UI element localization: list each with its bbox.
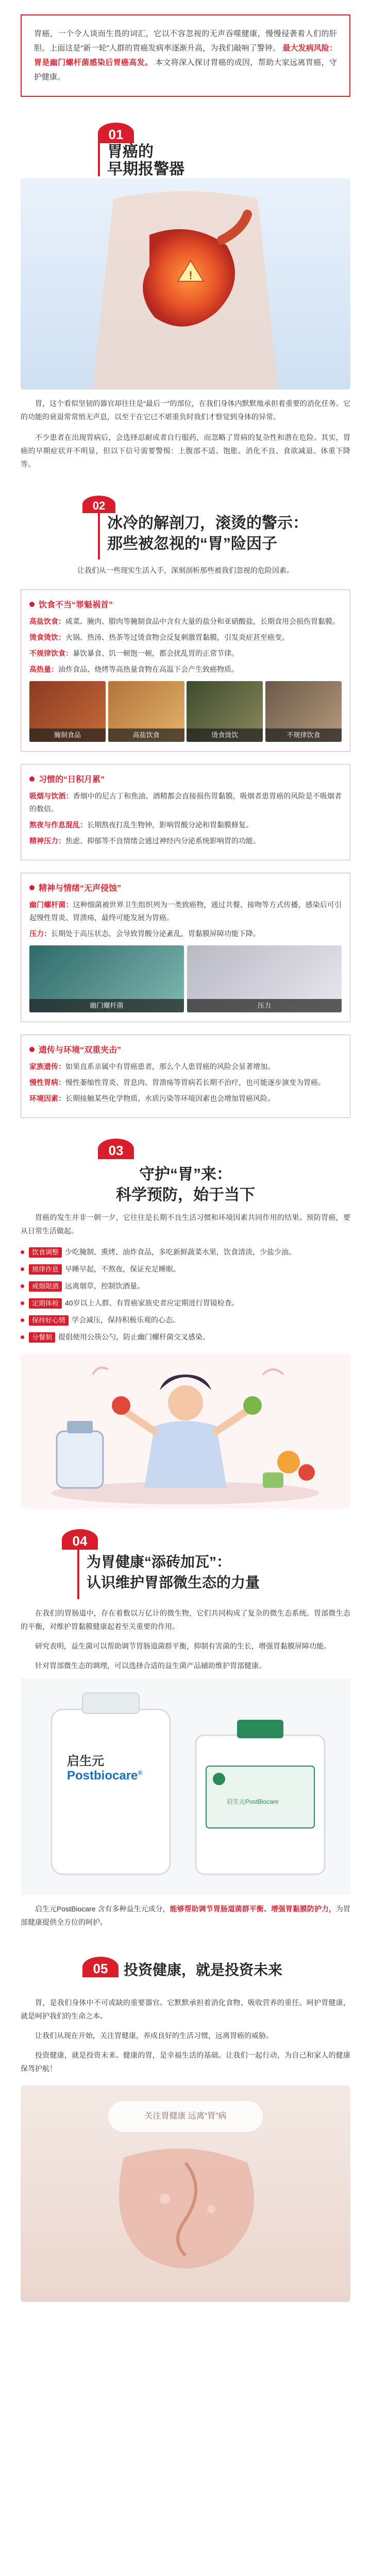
- card-paragraph: [29, 1092, 342, 1105]
- section-1-header: [21, 116, 350, 178]
- intro-box: [21, 14, 350, 97]
- section-title-line2: 认识维护胃部微生态的力量: [87, 1574, 260, 1590]
- section-title-line1: 守护“胃”来：: [139, 1166, 232, 1183]
- image-caption: 压力: [187, 999, 342, 1012]
- section-title-line2: 早期报警器: [107, 161, 184, 178]
- card-paragraph: [29, 1076, 342, 1089]
- image-tile: [108, 681, 184, 742]
- product-bottle-icon: [21, 1679, 350, 1895]
- section-4-paragraph: 研究表明，益生菌可以帮助调节胃肠道菌群平衡，抑制有害菌的生长，增强胃黏膜屏障功能。: [35, 1642, 331, 1650]
- section-4-paragraph: 针对胃部微生态的调理，可以选择合适的益生菌产品辅助维护胃部健康。: [35, 1662, 266, 1670]
- keyword: 环境因素：: [29, 1094, 65, 1103]
- keyword: 家族遗传：: [29, 1062, 65, 1071]
- section-title: [21, 1164, 350, 1206]
- image-caption: 高盐饮食: [108, 728, 184, 742]
- tip-item: [21, 1263, 350, 1276]
- tip-text: 提倡使用公筷公勺，防止幽门螺杆菌交叉感染。: [58, 1333, 210, 1341]
- section-number: 01: [98, 123, 134, 143]
- keyword: 烫食烫饮：: [29, 633, 65, 641]
- card-title-text: 精神与情绪“无声侵蚀”: [39, 884, 122, 893]
- card-title-text: 饮食不当“罪魁祸首”: [39, 601, 113, 609]
- paragraph-text: 长期处于高压状态，会导致胃酸分泌紊乱，胃黏膜屏障功能下降。: [51, 929, 260, 938]
- card-paragraph: [29, 790, 342, 816]
- intro-text-2: 本文将深入探讨胃癌的成因，帮助大家远离胃癌，守护健康。: [34, 58, 337, 81]
- tip-text: 早睡早起，不熬夜，保证充足睡眠。: [65, 1265, 181, 1273]
- brand-name-en: Postbiocare: [67, 1769, 138, 1783]
- paragraph-text: 如果直系亲属中有胃癌患者，那么个人患胃癌的风险会显著增加。: [65, 1062, 275, 1071]
- product-image: [21, 1679, 350, 1895]
- paragraph-text: 暴饮暴食、饥一顿饱一顿，都会扰乱胃的正常节律。: [73, 649, 239, 657]
- section-4-product-paragraph: [21, 1902, 350, 1929]
- section-title-line1: 胃癌的: [107, 143, 154, 160]
- section-3-header: [21, 1139, 350, 1211]
- tip-keyword: 饮食调整: [29, 1247, 62, 1258]
- card-paragraph: [29, 663, 342, 676]
- image-caption: 不规律饮食: [265, 728, 342, 742]
- tip-item: [21, 1297, 350, 1310]
- paragraph-text: 咸菜、腌肉、腊肉等腌制食品中含有大量的盐分和亚硝酸盐，长期食用会损伤胃黏膜。: [65, 617, 340, 625]
- bullet-icon: [29, 885, 35, 890]
- image-caption: 幽门螺杆菌: [29, 999, 184, 1012]
- paragraph-text: 香烟中的尼古丁和焦油、酒精都会直接损伤胃黏膜，吸烟者患胃癌的风险是不吸烟者的数倍。: [29, 792, 342, 813]
- section-number: 04: [62, 1529, 98, 1550]
- section-5-paragraph: 胃，是我们身体中不可或缺的重要器官。它默默承担着消化食物、吸收营养的重任。呵护胃健康，就是呵护我们的生命之本。: [21, 1998, 350, 2020]
- image-caption: 腌制食品: [29, 728, 106, 742]
- tip-item: [21, 1331, 350, 1344]
- tip-text: 少吃腌制、熏烤、油炸食品，多吃新鲜蔬菜水果，饮食清淡，少盐少油。: [65, 1248, 296, 1256]
- image-caption: 烫食烫饮: [187, 728, 263, 742]
- brand-name-en-wrap: [67, 1769, 160, 1783]
- section-4-header: [21, 1529, 350, 1606]
- stomach-icon: [21, 178, 350, 389]
- section-title-line1: 冰冷的解剖刀，滚烫的警示：: [107, 515, 308, 532]
- product-brand: [67, 1751, 160, 1783]
- keyword: 慢性胃病：: [29, 1078, 65, 1087]
- svg-text:!: !: [189, 269, 193, 282]
- card-paragraph: [29, 1060, 342, 1073]
- tip-keyword: 分餐制: [29, 1332, 55, 1343]
- image-tile: [187, 681, 263, 742]
- keyword: 压力：: [29, 929, 51, 938]
- section-4-paragraph: 在我们的胃肠道中，存在着数以万亿计的微生物，它们共同构成了复杂的微生态系统。胃部微生态的平衡，对维护胃黏膜健康起着至关重要的作用。: [21, 1609, 350, 1631]
- risk-card-diet: [21, 589, 350, 752]
- tip-text: 远离烟草，控制饮酒量。: [65, 1282, 145, 1290]
- bullet-icon: [29, 602, 35, 607]
- intro-highlight: 最大发病风险：胃是幽门螺杆菌感染后胃癌高发。: [34, 44, 337, 67]
- keyword: 吸烟与饮酒：: [29, 792, 73, 800]
- paragraph-text: 长期接触某些化学物质、水质污染等环境因素也会增加胃癌风险。: [65, 1094, 275, 1103]
- keyword: 不规律饮食：: [29, 649, 73, 657]
- section-title: [107, 143, 184, 178]
- tip-item: [21, 1280, 350, 1293]
- image-tile: [265, 681, 342, 742]
- bullet-icon: [29, 776, 35, 782]
- food-image-row: [29, 681, 342, 742]
- card-title: [29, 1043, 342, 1055]
- section-number: 02: [82, 496, 115, 513]
- keyword: 幽门螺杆菌：: [29, 901, 73, 909]
- card-paragraph: [29, 615, 342, 628]
- paragraph-highlight: 能够帮助调节胃肠道菌群平衡、增强胃黏膜防护力，: [170, 1905, 336, 1913]
- section-5-paragraph: 投资健康，就是投资未来。健康的胃，是幸福生活的基础。让我们一起行动，为自己和家人的健康保驾护航！: [21, 2051, 350, 2073]
- section-2-header: [21, 492, 350, 564]
- paragraph-text: 慢性萎缩性胃炎、胃息肉、胃溃疡等胃病若长期不治疗，也可能逐步演变为胃癌。: [65, 1078, 325, 1087]
- section-bar: [77, 1550, 79, 1599]
- paragraph-text: 油炸食品、烧烤等高热量食物在高温下会产生致癌物质。: [58, 665, 239, 673]
- stomach-illustration: [21, 178, 350, 389]
- paragraph-text: 长期熬夜打乱生物钟，影响胃酸分泌和胃黏膜修复。: [87, 821, 253, 829]
- lifestyle-icon: [21, 1354, 350, 1509]
- section-2-intro: 让我们从一些现实生活入手，深刻剖析那些被我们忽视的危险因素。: [77, 566, 294, 574]
- section-bar: [98, 513, 100, 560]
- paragraph-text: 为胃部健康提供全方位的呵护。: [21, 1905, 351, 1926]
- section-5-header: [21, 1950, 350, 1996]
- section-title: 投资健康，就是投资未来: [124, 1962, 283, 1978]
- section-title-line2: 那些被忽视的“胃”险因子: [107, 535, 277, 552]
- section-bar: [98, 143, 100, 176]
- tip-keyword: 保持好心情: [29, 1315, 69, 1326]
- bullet-icon: [29, 1047, 35, 1052]
- card-title: [29, 598, 342, 610]
- section-1-paragraph-2: 不少患者在出现胃病后，会选择忍耐或者自行服药，而忽略了胃病的复杂性和潜在危险。其实，胃癌的早期症状并不明显，但以下信号需要警惕：上腹部不适、饱胀、消化不良、食欲减退、体重下降等。: [21, 433, 350, 468]
- tip-text: 学会减压，保持积极乐观的心态。: [72, 1316, 180, 1324]
- card-title-text: 遗传与环境“双重夹击”: [39, 1046, 122, 1055]
- tip-keyword: 规律作息: [29, 1264, 62, 1275]
- risk-card-bacteria: [21, 873, 350, 1022]
- section-5-paragraph: 让我们从现在开始，关注胃健康，养成良好的生活习惯，远离胃癌的威胁。: [35, 2031, 273, 2040]
- paragraph-text: 这种细菌被世界卫生组织列为一类致癌物，通过共餐、接吻等方式传播，感染后可引起慢性胃炎、胃溃疡，最终可能发展为胃癌。: [29, 901, 342, 922]
- keyword: 高盐饮食：: [29, 617, 65, 625]
- product-label: 启生元PostBiocare: [227, 1798, 279, 1805]
- card-paragraph: [29, 631, 342, 644]
- image-tile: [29, 681, 106, 742]
- section-3-intro: 胃癌的发生并非一朝一夕，它往往是长期不良生活习惯和环境因素共同作用的结果。预防胃癌，要从日常生活做起。: [21, 1213, 350, 1235]
- section-number: 03: [98, 1139, 134, 1159]
- card-paragraph: [29, 647, 342, 660]
- section-title: [87, 1552, 260, 1593]
- stress-image: [187, 945, 342, 1012]
- card-title: [29, 882, 342, 893]
- brand-name-cn: 启生元: [67, 1754, 104, 1768]
- risk-card-genetics: [21, 1035, 350, 1118]
- closing-image: [21, 2086, 350, 2302]
- card-paragraph: [29, 927, 342, 940]
- tip-text: 40岁以上人群、有胃癌家族史者应定期进行胃镜检查。: [65, 1299, 239, 1307]
- paragraph-text: 焦虑、抑郁等不良情绪会通过神经内分泌系统影响胃的功能。: [65, 837, 260, 845]
- card-paragraph: [29, 899, 342, 924]
- keyword: 熬夜与作息混乱：: [29, 821, 87, 829]
- section-1-paragraph: 胃，这个看似坚韧的器官却往往是“最后一”的部位，在我们身体内默默地承担着重要的消化任务。它的功能的衰退常常悄无声息，以至于在它已不堪重负时我们才察觉到身体的异常。: [21, 399, 350, 421]
- section-title: [107, 513, 308, 554]
- prevention-tips: [21, 1246, 350, 1344]
- tip-keyword: 戒烟限酒: [29, 1281, 62, 1292]
- card-paragraph: [29, 819, 342, 832]
- section-number: 05: [82, 1957, 119, 1977]
- registered-mark: ®: [138, 1769, 143, 1776]
- card-paragraph: [29, 835, 342, 848]
- intro-text: 胃癌，一个令人谈而生畏的词汇，它以不容忽视的无声吞噬健康，慢慢侵袭着人们的肝胆。上面这是“新一轮”人群的胃癌发病率逐渐升高，为我们敲响了警钟。: [34, 29, 337, 53]
- tip-item: [21, 1246, 350, 1259]
- bacteria-image-row: [29, 945, 342, 1012]
- card-title: [29, 773, 342, 785]
- section-title-line1: 为胃健康“添砖加瓦”：: [87, 1554, 231, 1570]
- tip-keyword: 定期体检: [29, 1298, 62, 1309]
- bacteria-image: [29, 945, 184, 1012]
- closing-caption: 关注胃健康 远离“胃”病: [108, 2101, 263, 2132]
- risk-card-habits: [21, 764, 350, 860]
- keyword: 高热量：: [29, 665, 58, 673]
- paragraph-text: 火锅、热汤、热茶等过烫食物会反复刺激胃黏膜，引发炎症甚至癌变。: [65, 633, 289, 641]
- paragraph-text: 启生元PostBiocare 含有多种益生元成分，: [35, 1905, 170, 1913]
- section-title-line2: 科学预防，始于当下: [116, 1187, 255, 1204]
- healthy-lifestyle-illustration: [21, 1354, 350, 1509]
- keyword: 精神压力：: [29, 837, 65, 845]
- card-title-text: 习惯的“日积月累”: [39, 775, 105, 784]
- tip-item: [21, 1314, 350, 1327]
